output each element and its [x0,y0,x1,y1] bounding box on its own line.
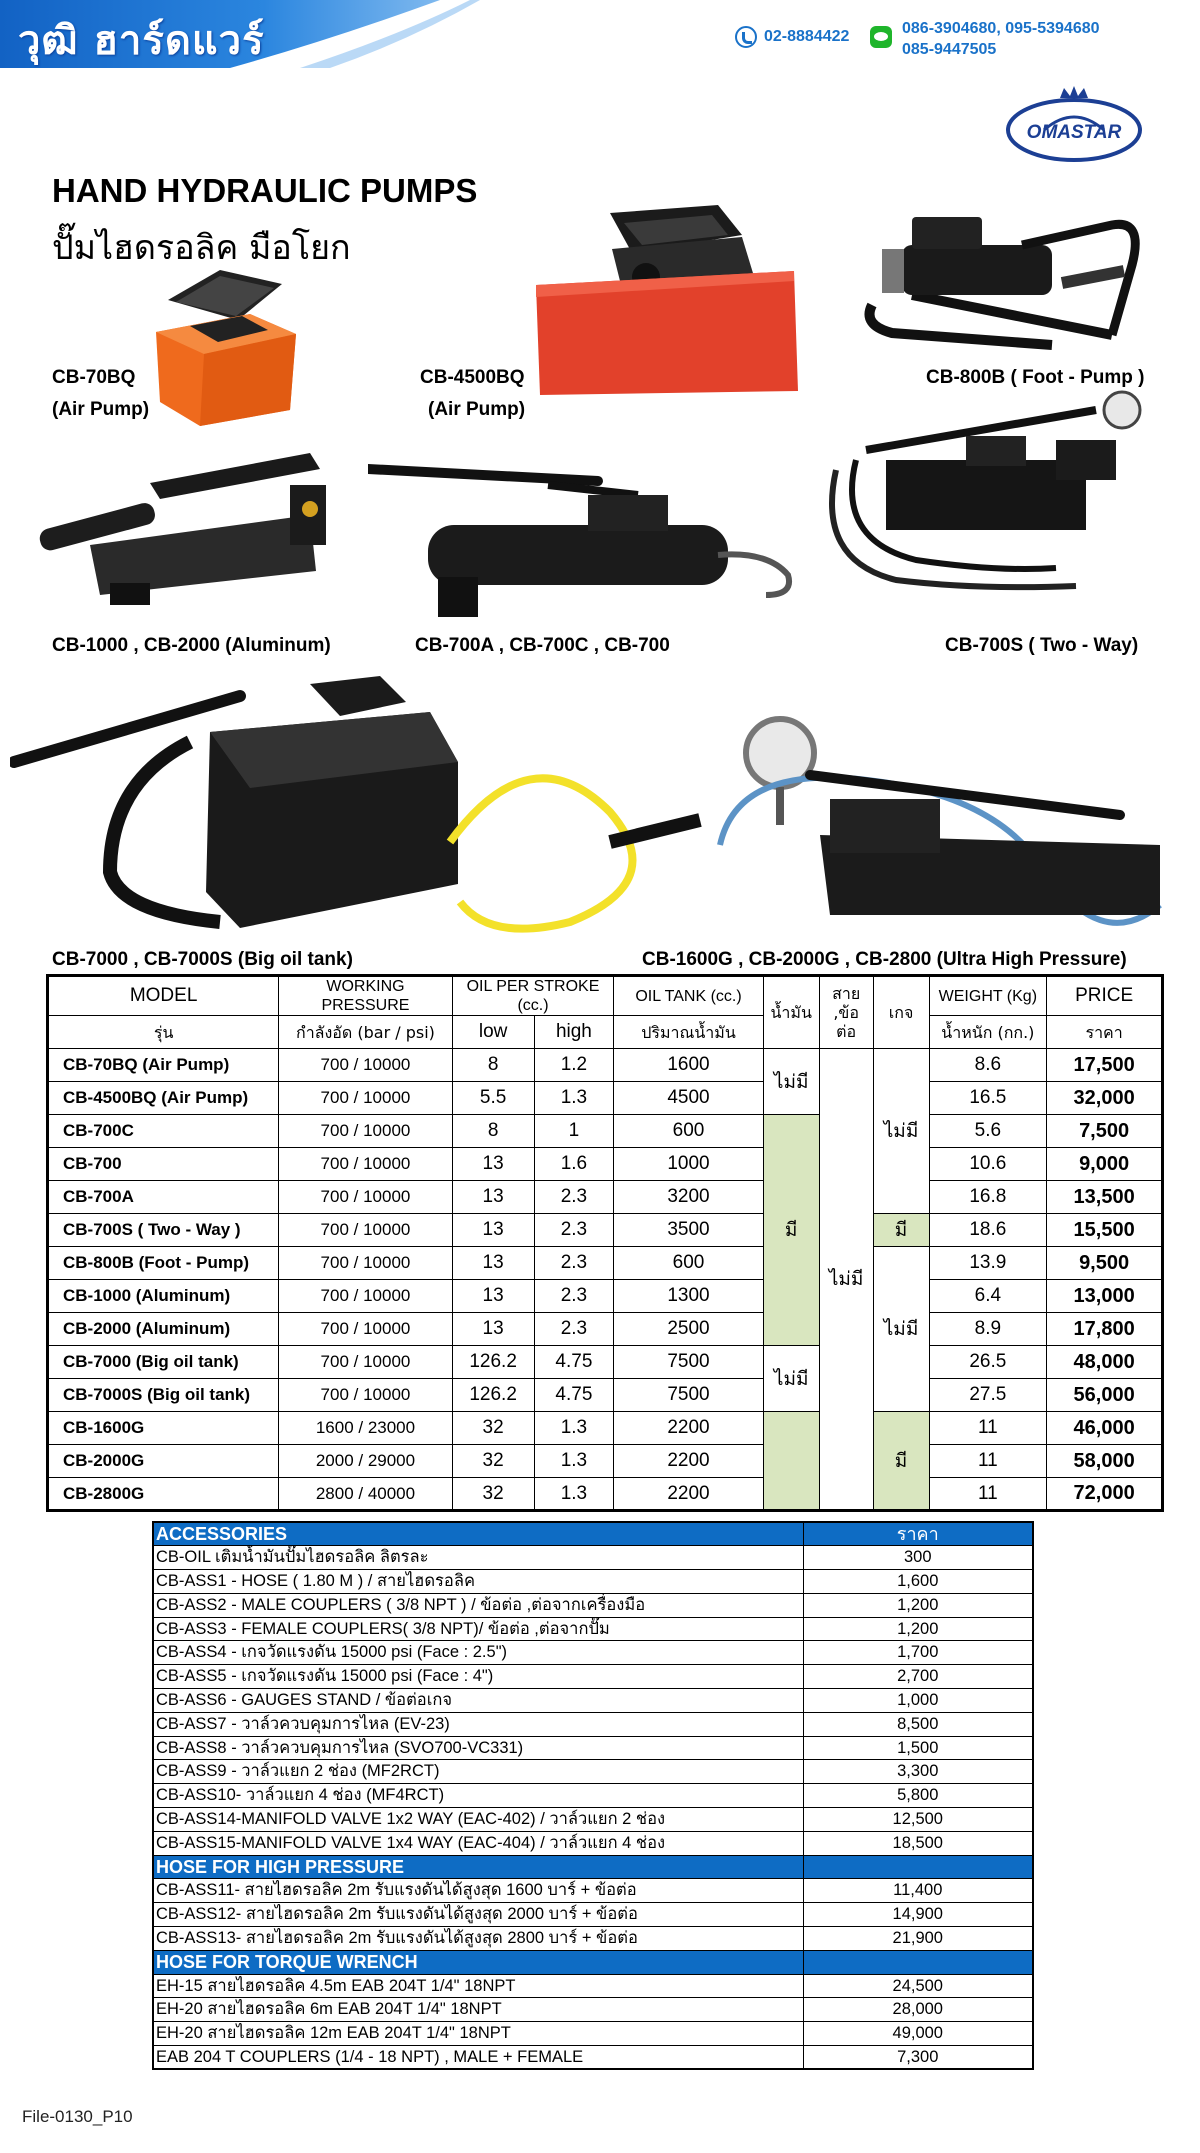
header-pressure-en-1: WORKING [326,978,405,995]
stroke-low-cell: 8 [452,1115,534,1148]
accessory-row [153,2046,1033,2070]
caption-cb70bq-type: (Air Pump) [52,399,150,420]
pressure-cell: 2000 / 29000 [279,1445,452,1478]
price-cell: 9,500 [1047,1247,1163,1280]
stroke-high-cell: 1.2 [534,1049,614,1082]
model-cell: CB-700A [48,1181,279,1214]
price-cell: 15,500 [1047,1214,1163,1247]
pressure-cell: 700 / 10000 [279,1346,452,1379]
model-cell: CB-1600G [48,1412,279,1445]
accessory-price: 24,500 [803,1974,1033,1998]
accessory-row [153,1546,1033,1570]
pressure-cell: 700 / 10000 [279,1280,452,1313]
stroke-low-cell: 126.2 [452,1346,534,1379]
weight-cell: 18.6 [929,1214,1047,1247]
phone-mobile-1[interactable]: 086-3904680, 095-5394680 [902,20,1100,37]
accessory-row [153,1617,1033,1641]
header-hose-1: สาย [832,984,861,1003]
pressure-cell: 2800 / 40000 [279,1478,452,1511]
oil-cell: ไม่มี [763,1049,819,1115]
accessory-desc: CB-ASS9 - วาล์วแยก 2 ช่อง (MF2RCT) [153,1760,803,1784]
price-cell: 72,000 [1047,1478,1163,1511]
table-row [48,1478,1163,1511]
weight-cell: 16.8 [929,1181,1047,1214]
header-oil: น้ำมัน [763,976,819,1049]
accessories-body [153,1522,1033,2069]
stroke-low-cell: 13 [452,1148,534,1181]
stroke-low-cell: 13 [452,1247,534,1280]
caption-cb1600g: CB-1600G , CB-2000G , CB-2800 (Ultra High Pressure) [642,949,1127,970]
phone-icon [735,26,757,48]
accessory-desc: CB-ASS12- สายไฮดรอลิค 2m รับแรงดันได้สูงสุด 2000 บาร์ + ข้อต่อ [153,1903,803,1927]
stroke-low-cell: 32 [452,1478,534,1511]
price-cell: 32,000 [1047,1082,1163,1115]
cb700-image [368,455,798,620]
accessory-row [153,1998,1033,2022]
accessory-row [153,1736,1033,1760]
table-row [48,1313,1163,1346]
price-cell: 17,800 [1047,1313,1163,1346]
accessory-price: 18,500 [803,1831,1033,1855]
tank-cell: 7500 [614,1346,763,1379]
caption-cb800b: CB-800B ( Foot - Pump ) [926,367,1145,388]
accessory-price: 1,000 [803,1689,1033,1713]
cb4500bq-image [532,205,800,395]
stroke-high-cell: 1.3 [534,1412,614,1445]
accessory-price: 21,900 [803,1927,1033,1951]
header-low: low [452,1016,534,1049]
table-row [48,1346,1163,1379]
accessory-price: 12,500 [803,1808,1033,1832]
gauge-cell: ไม่มี [873,1247,929,1412]
hose-high-pressure-header-price [803,1855,1033,1879]
accessory-desc: CB-ASS11- สายไฮดรอลิค 2m รับแรงดันได้สูงสุด 1600 บาร์ + ข้อต่อ [153,1879,803,1903]
accessory-row [153,1927,1033,1951]
weight-cell: 5.6 [929,1115,1047,1148]
tank-cell: 3500 [614,1214,763,1247]
accessory-price: 2,700 [803,1665,1033,1689]
model-cell: CB-2000G [48,1445,279,1478]
accessory-price: 3,300 [803,1760,1033,1784]
price-cell: 58,000 [1047,1445,1163,1478]
header-hose-2: ,ข้อ [833,1003,859,1022]
accessory-row [153,1879,1033,1903]
accessory-desc: CB-ASS1 - HOSE ( 1.80 M ) / สายไฮดรอลิค [153,1570,803,1594]
model-cell: CB-7000S (Big oil tank) [48,1379,279,1412]
accessory-desc: CB-ASS10- วาล์วแยก 4 ช่อง (MF4RCT) [153,1784,803,1808]
pressure-cell: 700 / 10000 [279,1247,452,1280]
stroke-high-cell: 2.3 [534,1313,614,1346]
pressure-cell: 700 / 10000 [279,1313,452,1346]
accessory-price: 7,300 [803,2046,1033,2070]
gauge-cell: มี [873,1412,929,1511]
accessory-price: 1,600 [803,1570,1033,1594]
header-price-th: ราคา [1047,1016,1163,1049]
oil-cell: ไม่มี [763,1346,819,1412]
tank-cell: 7500 [614,1379,763,1412]
header-hose-3: ต่อ [836,1022,857,1041]
oil-cell [763,1412,819,1511]
header-tank-th: ปริมาณน้ำมัน [614,1016,763,1049]
accessory-desc: CB-ASS14-MANIFOLD VALVE 1x2 WAY (EAC-402) / วาล์วแยก 2 ช่อง [153,1808,803,1832]
header-weight-en: WEIGHT (Kg) [929,976,1047,1016]
accessory-row [153,2022,1033,2046]
weight-cell: 10.6 [929,1148,1047,1181]
header-model-th: รุ่น [48,1016,279,1049]
weight-cell: 6.4 [929,1280,1047,1313]
accessories-header-price: ราคา [803,1522,1033,1546]
tank-cell: 2200 [614,1412,763,1445]
accessory-row [153,1808,1033,1832]
header-pressure-en [279,976,452,1016]
caption-cb4500bq [420,362,525,426]
model-cell: CB-700S ( Two - Way ) [48,1214,279,1247]
accessories-header-label: ACCESSORIES [153,1522,803,1546]
tank-cell: 1300 [614,1280,763,1313]
model-cell: CB-70BQ (Air Pump) [48,1049,279,1082]
table-row [48,1049,1163,1082]
tank-cell: 1600 [614,1049,763,1082]
price-cell: 48,000 [1047,1346,1163,1379]
stroke-high-cell: 1 [534,1115,614,1148]
model-cell: CB-800B (Foot - Pump) [48,1247,279,1280]
cb7000-image [10,672,706,944]
accessory-price: 11,400 [803,1879,1033,1903]
weight-cell: 8.6 [929,1049,1047,1082]
model-cell: CB-1000 (Aluminum) [48,1280,279,1313]
caption-cb1000: CB-1000 , CB-2000 (Aluminum) [52,635,331,656]
phone-main[interactable]: 02-8884422 [764,28,850,45]
caption-cb700: CB-700A , CB-700C , CB-700 [415,635,670,656]
accessory-row [153,1831,1033,1855]
weight-cell: 13.9 [929,1247,1047,1280]
accessory-price: 300 [803,1546,1033,1570]
hose-torque-wrench-header-price [803,1950,1033,1974]
tank-cell: 1000 [614,1148,763,1181]
tank-cell: 2200 [614,1445,763,1478]
brand-name: วุฒิ ฮาร์ดแวร์ [18,18,265,64]
header-hose [819,976,873,1049]
weight-cell: 11 [929,1412,1047,1445]
caption-cb70bq-model: CB-70BQ [52,367,136,388]
accessory-price: 1,200 [803,1593,1033,1617]
page-title-en: HAND HYDRAULIC PUMPS [52,172,478,209]
accessory-price: 1,700 [803,1641,1033,1665]
stroke-low-cell: 13 [452,1181,534,1214]
table-row [48,1445,1163,1478]
oil-cell: มี [763,1115,819,1346]
accessory-row [153,1974,1033,1998]
tank-cell: 2200 [614,1478,763,1511]
hose-torque-wrench-header-label: HOSE FOR TORQUE WRENCH [153,1950,803,1974]
phone-mobile-2[interactable]: 085-9447505 [902,41,997,58]
accessory-desc: CB-ASS15-MANIFOLD VALVE 1x4 WAY (EAC-404) / วาล์วแยก 4 ช่อง [153,1831,803,1855]
stroke-high-cell: 4.75 [534,1346,614,1379]
accessory-desc: EH-20 สายไฮดรอลิค 12m EAB 204T 1/4" 18NPT [153,2022,803,2046]
accessory-desc: CB-ASS13- สายไฮดรอลิค 2m รับแรงดันได้สูงสุด 2800 บาร์ + ข้อต่อ [153,1927,803,1951]
cb700s-image [826,390,1156,600]
stroke-high-cell: 1.3 [534,1082,614,1115]
accessory-row [153,1760,1033,1784]
cb1000-image [30,445,330,615]
file-label: File-0130_P10 [22,2107,133,2126]
stroke-high-cell: 1.3 [534,1478,614,1511]
accessory-price: 5,800 [803,1784,1033,1808]
pressure-cell: 700 / 10000 [279,1049,452,1082]
model-cell: CB-2000 (Aluminum) [48,1313,279,1346]
pressure-cell: 700 / 10000 [279,1181,452,1214]
weight-cell: 8.9 [929,1313,1047,1346]
cb800b-image [862,205,1152,355]
table-row [48,1214,1163,1247]
table-row [48,1115,1163,1148]
pressure-cell: 700 / 10000 [279,1115,452,1148]
accessory-price: 28,000 [803,1998,1033,2022]
accessory-desc: CB-OIL เติมน้ำมันปั๊มไฮดรอลิค ลิตรละ [153,1546,803,1570]
pump-price-table [46,974,1164,1512]
accessory-desc: CB-ASS6 - GAUGES STAND / ข้อต่อเกจ [153,1689,803,1713]
price-cell: 17,500 [1047,1049,1163,1082]
header-pressure-en-2: PRESSURE [321,997,410,1014]
accessory-price: 49,000 [803,2022,1033,2046]
stroke-high-cell: 2.3 [534,1247,614,1280]
weight-cell: 16.5 [929,1082,1047,1115]
header-model-en: MODEL [48,976,279,1016]
accessory-row [153,1641,1033,1665]
pump-table-body [48,1049,1163,1511]
accessory-price: 8,500 [803,1712,1033,1736]
price-cell: 13,000 [1047,1280,1163,1313]
stroke-low-cell: 8 [452,1049,534,1082]
stroke-high-cell: 2.3 [534,1214,614,1247]
header-stroke [452,976,614,1016]
caption-cb70bq [52,362,149,426]
pressure-cell: 700 / 10000 [279,1379,452,1412]
price-cell: 46,000 [1047,1412,1163,1445]
header-high: high [534,1016,614,1049]
accessory-row [153,1570,1033,1594]
stroke-high-cell: 2.3 [534,1280,614,1313]
accessory-desc: CB-ASS5 - เกจวัดแรงดัน 15000 psi (Face : 4") [153,1665,803,1689]
accessories-table [152,1521,1034,2070]
header-pressure-th: กำลังอัด (bar / psi) [279,1016,452,1049]
table-row [48,1379,1163,1412]
table-row [48,1280,1163,1313]
table-row [48,1412,1163,1445]
omastar-logo [1004,84,1144,164]
accessory-price: 14,900 [803,1903,1033,1927]
header-gauge: เกจ [873,976,929,1049]
hose-cell: ไม่มี [819,1049,873,1511]
weight-cell: 27.5 [929,1379,1047,1412]
tank-cell: 2500 [614,1313,763,1346]
hose-high-pressure-header-label: HOSE FOR HIGH PRESSURE [153,1855,803,1879]
gauge-cell: มี [873,1214,929,1247]
accessory-row [153,1665,1033,1689]
caption-cb4500bq-model: CB-4500BQ [420,367,525,388]
weight-cell: 26.5 [929,1346,1047,1379]
stroke-low-cell: 13 [452,1214,534,1247]
price-cell: 13,500 [1047,1181,1163,1214]
accessory-row [153,1903,1033,1927]
accessory-desc: CB-ASS3 - FEMALE COUPLERS( 3/8 NPT)/ ข้อต่อ ,ต่อจากปั๊ม [153,1617,803,1641]
table-row [48,1148,1163,1181]
caption-cb4500bq-type: (Air Pump) [428,399,526,420]
accessory-desc: CB-ASS4 - เกจวัดแรงดัน 15000 psi (Face : 2.5") [153,1641,803,1665]
cb1600g-image [700,715,1170,943]
price-cell: 7,500 [1047,1115,1163,1148]
model-cell: CB-4500BQ (Air Pump) [48,1082,279,1115]
header-tank-en: OIL TANK (cc.) [614,976,763,1016]
header-stroke-1: OIL PER STROKE [466,978,600,995]
accessory-price: 1,500 [803,1736,1033,1760]
pressure-cell: 1600 / 23000 [279,1412,452,1445]
hose-torque-wrench-header [153,1950,1033,1974]
stroke-low-cell: 126.2 [452,1379,534,1412]
phone-mobile[interactable] [902,18,1100,60]
logo-text: OMASTAR [1026,122,1122,143]
accessory-row [153,1712,1033,1736]
weight-cell: 11 [929,1445,1047,1478]
accessory-desc: CB-ASS7 - วาล์วควบคุมการไหล (EV-23) [153,1712,803,1736]
tank-cell: 3200 [614,1181,763,1214]
pressure-cell: 700 / 10000 [279,1148,452,1181]
stroke-low-cell: 32 [452,1445,534,1478]
header-stroke-2: (cc.) [517,997,549,1014]
stroke-high-cell: 2.3 [534,1181,614,1214]
accessory-row [153,1689,1033,1713]
weight-cell: 11 [929,1478,1047,1511]
stroke-low-cell: 13 [452,1280,534,1313]
model-cell: CB-7000 (Big oil tank) [48,1346,279,1379]
accessory-price: 1,200 [803,1617,1033,1641]
price-cell: 56,000 [1047,1379,1163,1412]
accessory-row [153,1593,1033,1617]
table-row [48,1082,1163,1115]
table-row [48,1181,1163,1214]
stroke-low-cell: 32 [452,1412,534,1445]
header-price-en: PRICE [1047,976,1163,1016]
stroke-low-cell: 5.5 [452,1082,534,1115]
pressure-cell: 700 / 10000 [279,1082,452,1115]
price-cell: 9,000 [1047,1148,1163,1181]
page-title-th: ปั๊มไฮดรอลิค มือโยก [52,228,351,268]
accessory-desc: CB-ASS2 - MALE COUPLERS ( 3/8 NPT ) / ข้อต่อ ,ต่อจากเครื่องมือ [153,1593,803,1617]
accessory-desc: CB-ASS8 - วาล์วควบคุมการไหล (SVO700-VC331) [153,1736,803,1760]
stroke-high-cell: 1.3 [534,1445,614,1478]
table-row [48,1247,1163,1280]
line-app-icon [870,26,892,48]
tank-cell: 4500 [614,1082,763,1115]
tank-cell: 600 [614,1115,763,1148]
model-cell: CB-2800G [48,1478,279,1511]
caption-cb7000: CB-7000 , CB-7000S (Big oil tank) [52,949,353,970]
gauge-cell: ไม่มี [873,1049,929,1214]
stroke-high-cell: 4.75 [534,1379,614,1412]
accessory-row [153,1784,1033,1808]
accessories-header [153,1522,1033,1546]
cb70bq-image [150,262,302,428]
accessory-desc: EH-15 สายไฮดรอลิค 4.5m EAB 204T 1/4" 18NPT [153,1974,803,1998]
model-cell: CB-700 [48,1148,279,1181]
caption-cb700s: CB-700S ( Two - Way) [945,635,1139,656]
stroke-low-cell: 13 [452,1313,534,1346]
model-cell: CB-700C [48,1115,279,1148]
pressure-cell: 700 / 10000 [279,1214,452,1247]
tank-cell: 600 [614,1247,763,1280]
hose-high-pressure-header [153,1855,1033,1879]
accessory-desc: EH-20 สายไฮดรอลิค 6m EAB 204T 1/4" 18NPT [153,1998,803,2022]
stroke-high-cell: 1.6 [534,1148,614,1181]
accessory-desc: EAB 204 T COUPLERS (1/4 - 18 NPT) , MALE + FEMALE [153,2046,803,2070]
header-weight-th: น้ำหนัก (กก.) [929,1016,1047,1049]
